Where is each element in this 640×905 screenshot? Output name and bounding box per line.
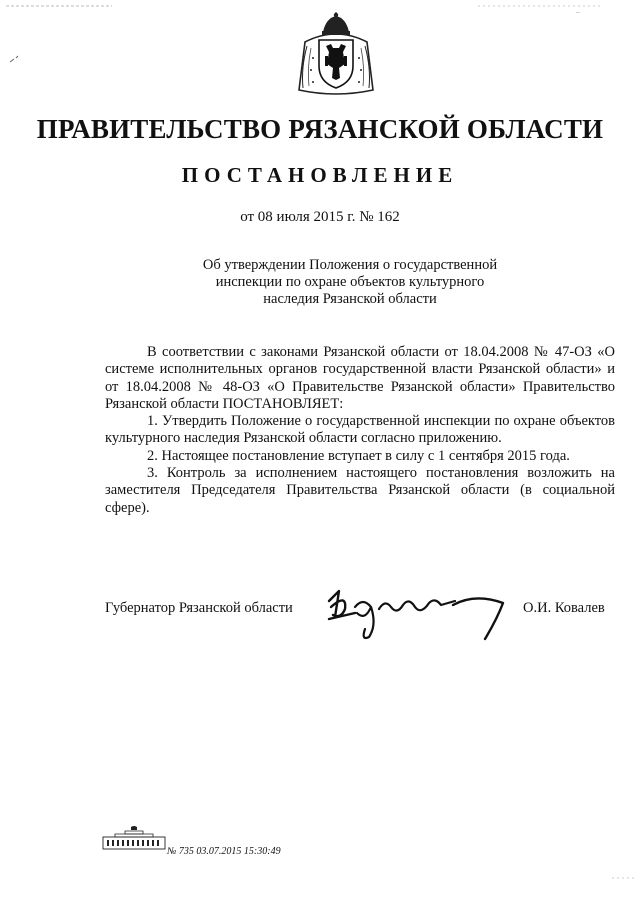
registration-stamp: № 735 03.07.2015 15:30:49 bbox=[167, 846, 281, 857]
coat-of-arms-icon bbox=[293, 12, 379, 98]
subject-line: инспекции по охране объектов культурного bbox=[215, 274, 485, 290]
subject-line: наследия Рязанской области bbox=[263, 291, 437, 307]
document-date-number: от 08 июля 2015 г. № 162 bbox=[240, 209, 400, 225]
handwritten-signature bbox=[325, 585, 510, 643]
document-subject bbox=[180, 257, 520, 308]
body-paragraph-item-2: 2. Настоящее постановление вступает в силу с 1 сентября 2015 года. bbox=[147, 447, 570, 464]
organization-title: ПРАВИТЕЛЬСТВО РЯЗАНСКОЙ ОБЛАСТИ bbox=[36, 114, 604, 144]
body-paragraph-item-3: 3. Контроль за исполнением настоящего постановления возложить на заместителя Председателя Правительства Рязанской области (в социальной сфере). bbox=[105, 465, 615, 516]
svg-text:_: _ bbox=[576, 5, 580, 14]
document-type: ПОСТАНОВЛЕНИЕ bbox=[181, 163, 459, 187]
signatory-position: Губернатор Рязанской области bbox=[105, 600, 293, 616]
document-body bbox=[105, 344, 615, 517]
building-stamp-icon bbox=[101, 825, 167, 851]
subject-line: Об утверждении Положения о государственной bbox=[202, 257, 498, 273]
body-paragraph-preamble: В соответствии с законами Рязанской области от 18.04.2008 № 47-ОЗ «О системе исполнительных органов государственной власти Рязанской области» и от 18.04.2008 № 48-ОЗ «О Правительстве Рязанской области» Правительство Рязанской области ПОСТАНОВЛЯЕТ: bbox=[105, 344, 615, 412]
body-paragraph-item-1: 1. Утвердить Положение о государственной инспекции по охране объектов культурного наследия Рязанской области согласно приложению. bbox=[105, 413, 615, 447]
signatory-name: О.И. Ковалев bbox=[523, 600, 605, 616]
